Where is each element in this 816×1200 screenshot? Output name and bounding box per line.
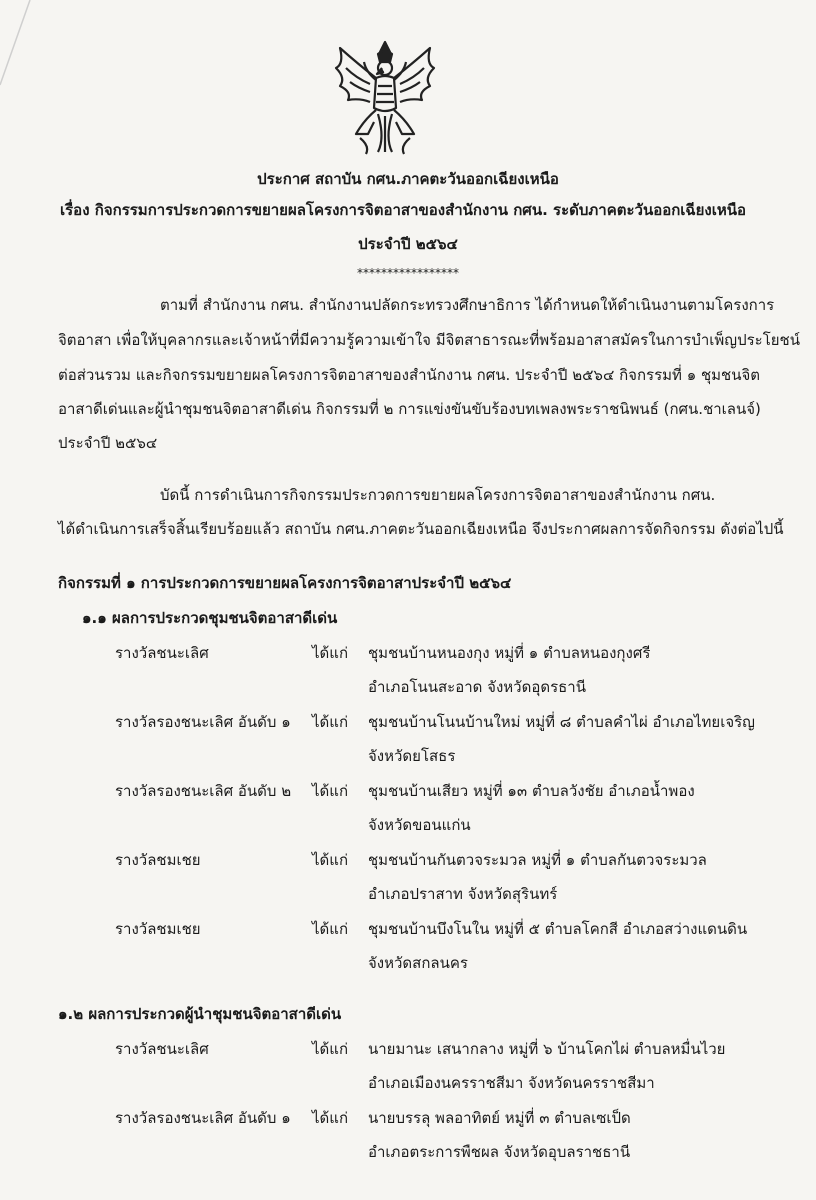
now-line-2: ได้ดำเนินการเสร็จสิ้นเรียบร้อยแล้ว สถาบัน กศน.ภาคตะวันออกเฉียงเหนือ จึงประกาศผลการจัดกิจกรรม ดังต่อไปนี้ (58, 520, 784, 538)
award-detail-line-2: อำเภอโนนสะอาด จังหวัดอุดรธานี (368, 678, 586, 696)
award-detail-line-1: นายมานะ เสนากลาง หมู่ที่ ๖ บ้านโคกไผ่ ตำบลหมื่นไวย (368, 1040, 726, 1058)
award-detail-line-2: จังหวัดสกลนคร (368, 954, 468, 972)
award-detail-line-2: จังหวัดขอนแก่น (368, 816, 471, 834)
award-detail-line-1: ชุมชนบ้านกันตวจระมวล หมู่ที่ ๑ ตำบลกันตวจระมวล (368, 851, 707, 869)
garuda-emblem-icon (330, 38, 440, 156)
award-detail-line-2: อำเภอปราสาท จังหวัดสุรินทร์ (368, 885, 558, 903)
award-name: รางวัลรองชนะเลิศ อันดับ ๒ (115, 782, 292, 800)
announcement-year: ประจำปี ๒๕๖๔ (358, 235, 458, 253)
section-1-2-heading: ๑.๒ ผลการประกวดผู้นำชุมชนจิตอาสาดีเด่น (58, 1005, 342, 1023)
intro-line-3: ต่อส่วนรวม และกิจกรรมขยายผลโครงการจิตอาสาของสำนักงาน กศน. ประจำปี ๒๕๖๔ กิจกรรมที่ ๑ ชุมชนจิต (58, 366, 761, 384)
separator-stars: ***************** (357, 266, 459, 280)
award-to: ได้แก่ (312, 644, 349, 662)
award-to: ได้แก่ (312, 1040, 349, 1058)
award-detail-line-1: นายบรรลุ พลอาทิตย์ หมู่ที่ ๓ ตำบลเซเป็ด (368, 1109, 631, 1127)
award-detail-line-2: อำเภอตระการพืชผล จังหวัดอุบลราชธานี (368, 1143, 631, 1161)
award-detail-line-2: อำเภอเมืองนครราชสีมา จังหวัดนครราชสีมา (368, 1074, 655, 1092)
award-to: ได้แก่ (312, 1109, 349, 1127)
award-to: ได้แก่ (312, 920, 349, 938)
award-name: รางวัลชนะเลิศ (115, 644, 209, 662)
intro-line-5: ประจำปี ๒๕๖๔ (58, 434, 158, 452)
award-detail-line-1: ชุมชนบ้านโนนบ้านใหม่ หมู่ที่ ๘ ตำบลคำไผ่ อำเภอไทยเจริญ (368, 713, 755, 731)
page-corner-fold (0, 0, 40, 90)
award-name: รางวัลรองชนะเลิศ อันดับ ๑ (115, 1109, 291, 1127)
section-1-1-heading: ๑.๑ ผลการประกวดชุมชนจิตอาสาดีเด่น (82, 609, 338, 627)
award-to: ได้แก่ (312, 851, 349, 869)
award-name: รางวัลชมเชย (115, 851, 201, 869)
now-line-1: บัดนี้ การดำเนินการกิจกรรมประกวดการขยายผลโครงการจิตอาสาของสำนักงาน กศน. (160, 486, 716, 504)
award-name: รางวัลชมเชย (115, 920, 201, 938)
intro-line-2: จิตอาสา เพื่อให้บุคลากรและเจ้าหน้าที่มีความรู้ความเข้าใจ มีจิตสาธารณะที่พร้อมอาสาสมัครในการบำเพ็ญประโยชน์ (58, 331, 800, 349)
award-name: รางวัลรองชนะเลิศ อันดับ ๑ (115, 713, 291, 731)
award-to: ได้แก่ (312, 713, 349, 731)
award-detail-line-1: ชุมชนบ้านบึงโนใน หมู่ที่ ๕ ตำบลโคกสี อำเภอสว่างแดนดิน (368, 920, 748, 938)
award-to: ได้แก่ (312, 782, 349, 800)
award-detail-line-1: ชุมชนบ้านเสียว หมู่ที่ ๑๓ ตำบลวังชัย อำเภอน้ำพอง (368, 782, 695, 800)
award-detail-line-2: จังหวัดยโสธร (368, 747, 456, 765)
intro-line-1: ตามที่ สำนักงาน กศน. สำนักงานปลัดกระทรวงศึกษาธิการ ได้กำหนดให้ดำเนินงานตามโครงการ (160, 296, 775, 314)
announcement-title: ประกาศ สถาบัน กศน.ภาคตะวันออกเฉียงเหนือ (257, 170, 559, 188)
activity-1-heading: กิจกรรมที่ ๑ การประกวดการขยายผลโครงการจิตอาสาประจำปี ๒๕๖๔ (58, 574, 512, 592)
announcement-subject: เรื่อง กิจกรรมการประกวดการขยายผลโครงการจิตอาสาของสำนักงาน กศน. ระดับภาคตะวันออกเฉียงเหนือ (60, 201, 747, 219)
intro-line-4: อาสาดีเด่นและผู้นำชุมชนจิตอาสาดีเด่น กิจกรรมที่ ๒ การแข่งขันขับร้องบทเพลงพระราชนิพนธ์ (กศน.ชาเลนจ์) (58, 400, 761, 418)
award-detail-line-1: ชุมชนบ้านหนองกุง หมู่ที่ ๑ ตำบลหนองกุงศรี (368, 644, 651, 662)
award-name: รางวัลชนะเลิศ (115, 1040, 209, 1058)
